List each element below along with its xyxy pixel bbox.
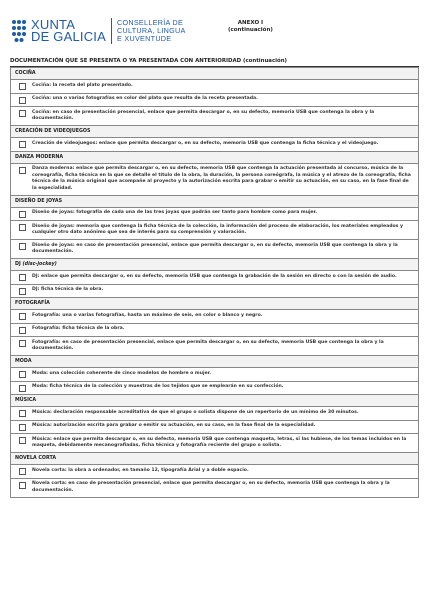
checklist-item	[11, 137, 418, 151]
section-header	[11, 125, 418, 137]
checklist-item	[11, 106, 418, 125]
checklist-item	[11, 367, 418, 381]
section-title: DISEÑO DE JOYAS	[15, 198, 63, 204]
item-text: Fotografía: ficha técnica de la obra.	[32, 326, 125, 331]
documentation-list	[10, 67, 419, 498]
section-header	[11, 297, 418, 309]
checklist-item	[11, 79, 418, 93]
item-text: Diseño de joyas: memoria que contenga la ficha técnica de la colección, la información del proceso de elaboración, los materiales empleados y cualquier otro dato anónimo que sea de interés para su comprensión y valoración.	[32, 223, 403, 235]
item-text: Música: autorización escrita para grabar o emitir su actuación, en su caso, en la fase final de la especialidad.	[32, 423, 316, 428]
item-checkbox[interactable]	[19, 224, 26, 231]
item-text: Creación de videojuegos: enlace que permita descargar o, en su defecto, memoria USB que contenga la ficha técnica y el videojuego.	[32, 140, 379, 146]
checklist-item	[11, 270, 418, 284]
item-text: Cociña: en caso de presentación presencial, enlace que permita descargar o, en su defecto, memoria USB que contenga la obra y la documentación.	[32, 109, 375, 121]
item-checkbox[interactable]	[19, 288, 26, 295]
item-checkbox[interactable]	[19, 327, 26, 334]
item-checkbox[interactable]	[19, 437, 26, 444]
item-text: Fotografía: en caso de presentación presencial, enlace que permita descargar o, en su defecto, memoria USB que contenga la obra y la documentación.	[32, 339, 384, 351]
item-text: Música: enlace que permita descargar o, en su defecto, memoria USB que contenga maqueta, letras, si las hubiese, de los temas incluidos en la maqueta, debidamente mecanografiadas, ficha técnica y fotografía reciente del grupo o solista.	[32, 436, 407, 448]
checklist-item	[11, 323, 418, 337]
checklist-item	[11, 309, 418, 323]
xunta-emblem-icon	[10, 17, 28, 45]
section-header	[11, 67, 418, 79]
item-checkbox[interactable]	[19, 274, 26, 281]
item-text: DJ: enlace que permita descargar o, en su defecto, memoria USB que contenga la grabación de la sesión en directo o con la sesión de audio.	[32, 273, 397, 279]
section-header	[11, 151, 418, 163]
section-title: FOTOGRAFÍA	[15, 301, 50, 306]
checklist-item	[11, 406, 418, 420]
item-checkbox[interactable]	[19, 424, 26, 431]
item-text: Diseño de joyas: fotografía de cada una de las tres joyas que podrán ser tanto para hombre como para mujer.	[32, 210, 318, 215]
logo-line1: XUNTA	[31, 17, 76, 32]
item-text: Fotografía: una o varias fotografías, hasta un máximo de seis, en color o blanco y negro.	[32, 312, 263, 318]
logo-line2: DE GALICIA	[31, 29, 106, 44]
item-checkbox[interactable]	[19, 243, 26, 250]
checklist-item	[11, 93, 418, 107]
dept-line1: CONSELLERÍA DE	[116, 18, 184, 27]
checklist-item	[11, 478, 418, 497]
checklist-item	[11, 163, 418, 195]
item-text: Novela corta: la obra a ordenador, en tamaño 12, tipografía Arial y a doble espacio.	[32, 467, 249, 473]
section-header	[11, 452, 418, 464]
item-checkbox[interactable]	[19, 83, 26, 90]
dept-line2: CULTURA, LINGUA	[116, 26, 186, 35]
anexo-heading	[228, 20, 273, 34]
section-header	[11, 258, 418, 270]
section-title: DANZA MODERNA	[15, 154, 64, 160]
item-checkbox[interactable]	[19, 141, 26, 148]
item-text: Cociña: una o varias fotografías en color del plato que resulta de la receta presentada.	[32, 96, 258, 101]
section-header	[11, 355, 418, 367]
documentation-form	[10, 57, 419, 498]
checklist-item	[11, 284, 418, 298]
checklist-item	[11, 433, 418, 452]
item-checkbox[interactable]	[19, 482, 26, 489]
checklist-item	[11, 220, 418, 239]
checklist-item	[11, 381, 418, 395]
item-text: Danza moderna: enlace que permita descargar o, en su defecto, memoria USB que contenga la actuación presentada al concurso, música de la coreografía, ficha técnica en la que se detalle el título de la obra, la duración, la persona coreógrafa, la música y el atrezo de la coreografía, ficha técnica de la música original que acompañe al proyecto y la autorización escrita para grabar o emitir su actuación, en su caso, en la fase final de la especialidad.	[32, 166, 411, 191]
item-checkbox[interactable]	[19, 211, 26, 218]
section-header	[11, 195, 418, 207]
item-text: DJ: ficha técnica de la obra.	[32, 287, 104, 292]
department-name	[117, 19, 186, 43]
item-text: Música: declaración responsable acreditativa de que el grupo o solista dispone de un repertorio de un mínimo de 30 minutos.	[32, 409, 359, 415]
item-text: Moda: ficha técnica de la colección y muestras de los tejidos que se emplearán en su confección.	[32, 384, 284, 389]
checklist-item	[11, 336, 418, 355]
checklist-item	[11, 207, 418, 221]
section-title: MÚSICA	[15, 398, 37, 403]
item-text: Moda: una colección coherente de cinco modelos de hombre o mujer.	[32, 370, 212, 376]
section-title: DJ	[15, 262, 21, 267]
checklist-item	[11, 464, 418, 478]
section-title: NOVELA CORTA	[15, 456, 57, 461]
item-checkbox[interactable]	[19, 410, 26, 417]
dept-line3: E XUVENTUDE	[116, 34, 172, 43]
item-checkbox[interactable]	[19, 340, 26, 347]
section-title: MODA	[15, 359, 32, 364]
item-checkbox[interactable]	[19, 313, 26, 320]
item-text: Diseño de joyas: en caso de presentación presencial, enlace que permita descargar o, en su defecto, memoria USB que contenga la obra y la documentación.	[32, 242, 398, 254]
item-text: Cociña: la receta del plato presentado.	[32, 82, 133, 88]
section-title: CREACIÓN DE VIDEOJUEGOS	[15, 129, 91, 134]
section-header	[11, 394, 418, 406]
logo-divider	[111, 18, 112, 44]
section-title-suffix: (disc-jockey)	[22, 262, 57, 267]
xunta-wordmark	[31, 19, 106, 43]
item-checkbox[interactable]	[19, 371, 26, 378]
section-title: COCIÑA	[15, 71, 36, 76]
item-text: Novela corta: en caso de presentación presencial, enlace que permita descargar o, en su defecto, memoria USB que contenga la obra y la documentación.	[32, 481, 390, 493]
checklist-item	[11, 239, 418, 258]
form-title: DOCUMENTACIÓN QUE SE PRESENTA O YA PRESENTADA CON ANTERIORIDAD (continuación)	[10, 57, 419, 67]
anexo-title: ANEXO I	[237, 20, 264, 26]
item-checkbox[interactable]	[19, 385, 26, 392]
item-checkbox[interactable]	[19, 167, 26, 174]
item-checkbox[interactable]	[19, 110, 26, 117]
anexo-subtitle: (continuación)	[228, 27, 273, 33]
checklist-item	[11, 420, 418, 434]
item-checkbox[interactable]	[19, 468, 26, 475]
page-header	[0, 0, 439, 52]
xunta-logo	[10, 17, 186, 45]
item-checkbox[interactable]	[19, 97, 26, 104]
